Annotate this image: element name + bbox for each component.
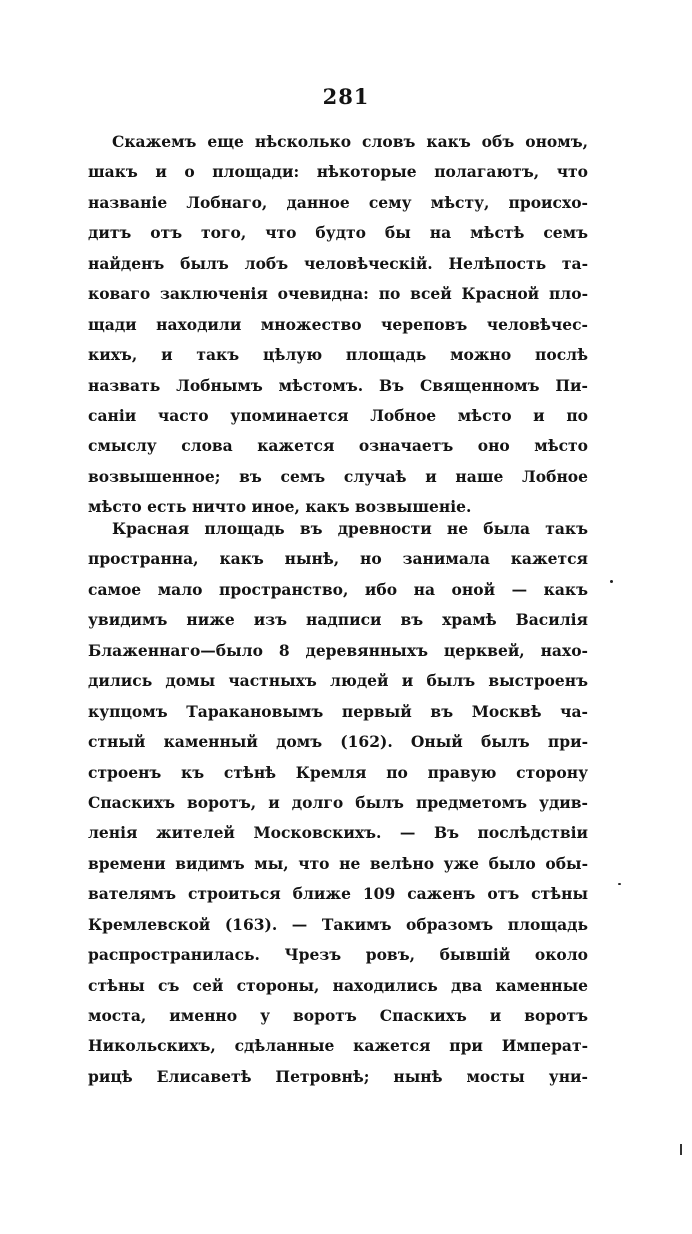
text-line: увидимъ ниже изъ надписи въ храмѣ Василія [88, 610, 588, 630]
text-line: коваго заключенія очевидна: по всей Красной пло- [88, 284, 588, 304]
scan-mark [680, 1144, 682, 1155]
text-line: дились домы частныхъ людей и былъ выстроенъ [88, 671, 588, 691]
text-line: вателямъ строиться ближе 109 саженъ отъ стѣны [88, 884, 588, 904]
text-line: Красная площадь въ древности не была такъ [112, 519, 588, 538]
text-line: щади находили множество череповъ человѣчес- [88, 314, 588, 334]
text-line: саніи часто упоминается Лобное мѣсто и по [88, 405, 588, 425]
text-line: Скажемъ еще нѣсколько словъ какъ объ ономъ, [112, 132, 588, 151]
scan-speck [618, 883, 621, 885]
text-line: дитъ отъ того, что будто бы на мѣстѣ семъ [88, 223, 588, 243]
text-line: мѣсто есть ничто иное, какъ возвышеніе. [88, 497, 472, 517]
text-line: самое мало пространство, ибо на оной — какъ [88, 579, 588, 599]
text-line: распространилась. Чрезъ ровъ, бывшій около [88, 945, 588, 965]
text-line: возвышенное; въ семъ случаѣ и наше Лобное [88, 466, 588, 486]
scan-speck [610, 580, 613, 583]
text-line: строенъ къ стѣнѣ Кремля по правую сторону [88, 762, 588, 782]
page-number: 281 [322, 84, 370, 109]
text-line: стѣны съ сей стороны, находились два каменные [88, 975, 588, 995]
text-line: названіе Лобнаго, данное сему мѣсту, происхо- [88, 192, 588, 212]
text-line: рицѣ Елисаветѣ Петровнѣ; нынѣ мосты уни- [88, 1066, 588, 1086]
text-line: пространна, какъ нынѣ, но занимала кажется [88, 549, 588, 569]
text-line: стный каменный домъ (162). Оный былъ при- [88, 732, 588, 752]
text-line: смыслу слова кажется означаетъ оно мѣсто [88, 436, 588, 456]
text-line: Блаженнаго—было 8 деревянныхъ церквей, нахо- [88, 640, 588, 660]
paragraph-1 [88, 127, 588, 523]
text-line: моста, именно у воротъ Спаскихъ и воротъ [88, 1006, 588, 1025]
paragraph-2 [88, 514, 588, 1092]
text-line: Никольскихъ, сдѣланные кажется при Императ- [88, 1036, 588, 1056]
text-line: Кремлевской (163). — Такимъ образомъ площадь [88, 914, 588, 934]
text-line: Спаскихъ воротъ, и долго былъ предметомъ удив- [88, 792, 588, 812]
text-line: ленія жителей Московскихъ. — Въ послѣдствіи [88, 823, 588, 843]
text-line: шакъ и о площади: нѣкоторые полагаютъ, что [88, 162, 588, 182]
text-line: времени видимъ мы, что не велѣно уже было обы- [88, 853, 588, 873]
text-line: найденъ былъ лобъ человѣческій. Нелѣпость та- [88, 253, 588, 273]
text-line: кихъ, и такъ цѣлую площадь можно послѣ [88, 345, 588, 365]
text-line: купцомъ Таракановымъ первый въ Москвѣ ча- [88, 701, 588, 721]
text-line: назвать Лобнымъ мѣстомъ. Въ Священномъ Пи- [88, 375, 588, 395]
